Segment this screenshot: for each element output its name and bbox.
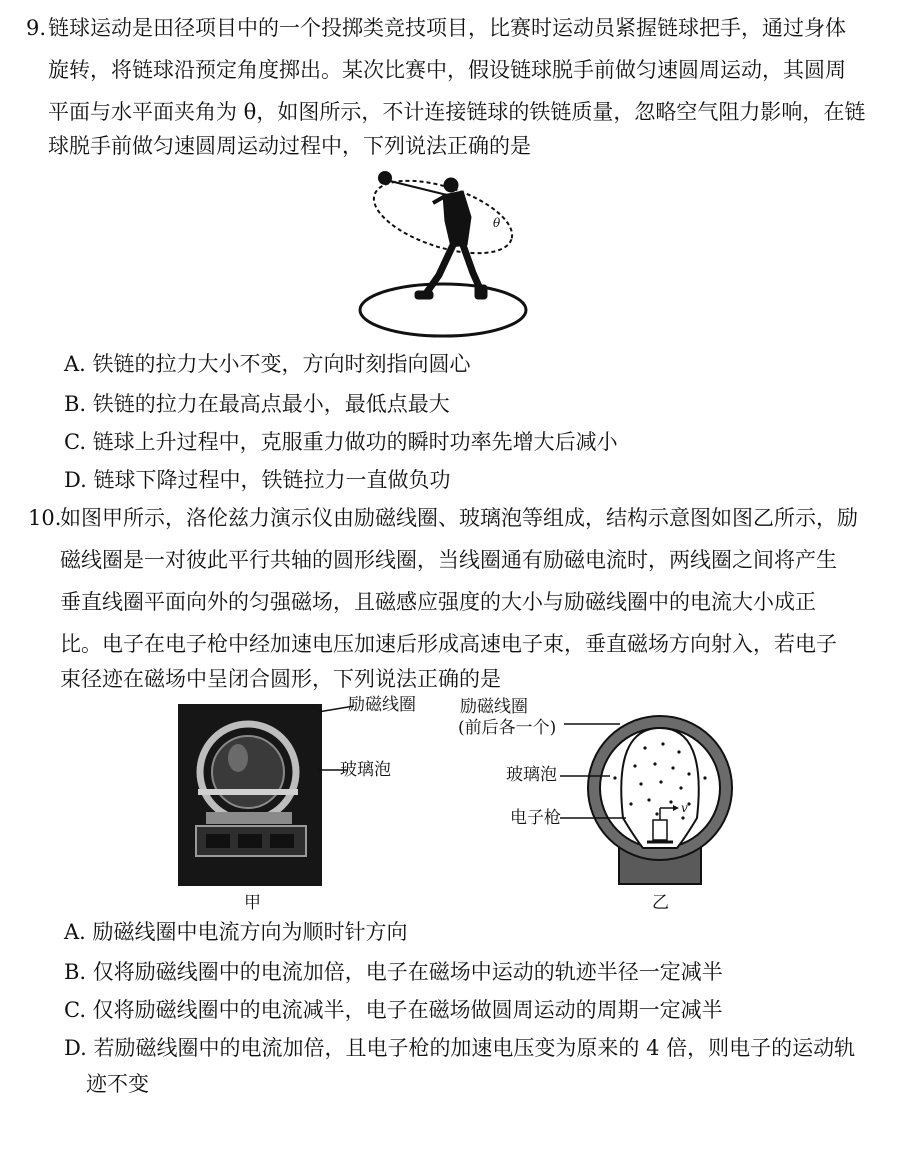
q9-number: 9. xyxy=(26,16,47,40)
q9-option-b: B. 铁链的拉力在最高点最小，最低点最大 xyxy=(64,392,450,416)
q9-option-c: C. 链球上升过程中，克服重力做功的瞬时功率先增大后减小 xyxy=(64,430,618,454)
jia-label-bulb: 玻璃泡 xyxy=(340,760,391,780)
q9-option-a: A. 铁链的拉力大小不变，方向时刻指向圆心 xyxy=(64,352,471,376)
velocity-label: v xyxy=(681,801,688,815)
q9-stem-line-2: 旋转，将链球沿预定角度掷出。某次比赛中，假设链球脱手前做匀速圆周运动，其圆周 xyxy=(48,58,846,82)
hammer-ball xyxy=(378,171,392,185)
hammer-throw-figure xyxy=(355,165,530,340)
hammer-chain xyxy=(390,181,447,195)
throwing-circle xyxy=(360,284,526,336)
device-photo-drawing xyxy=(178,704,322,886)
q10-option-d-line-2: 迹不变 xyxy=(86,1072,149,1096)
yi-label-coil-line-1: 励磁线圈 xyxy=(460,697,528,717)
q9-stem-line-1: 链球运动是田径项目中的一个投掷类竞技项目，比赛时运动员紧握链球把手，通过身体 xyxy=(48,16,846,40)
q10-stem-line-2: 磁线圈是一对彼此平行共轴的圆形线圈，当线圈通有励磁电流时，两线圈之间将产生 xyxy=(60,548,837,572)
q10-number: 10. xyxy=(28,506,62,530)
q10-option-a: A. 励磁线圈中电流方向为顺时针方向 xyxy=(64,920,408,944)
jia-label-coil: 励磁线圈 xyxy=(348,695,416,715)
yi-label-bulb: 玻璃泡 xyxy=(506,765,557,785)
yi-label-coil-line-2: (前后各一个) xyxy=(458,718,557,738)
q9-stem-line-3: 平面与水平面夹角为 θ，如图所示，不计连接链球的铁链质量，忽略空气阻力影响，在链 xyxy=(48,100,866,124)
q10-stem-line-1: 如图甲所示，洛伦兹力演示仪由励磁线圈、玻璃泡等组成，结构示意图如图乙所示，励 xyxy=(60,506,858,530)
q10-option-d-line-1: D. 若励磁线圈中的电流加倍，且电子枪的加速电压变为原来的 4 倍，则电子的运动轨 xyxy=(64,1036,856,1060)
figure-jia-caption: 甲 xyxy=(244,893,261,913)
q10-stem-line-3: 垂直线圈平面向外的匀强磁场，且磁感应强度的大小与励磁线圈中的电流大小成正 xyxy=(60,590,816,614)
q10-stem-line-4: 比。电子在电子枪中经加速电压加速后形成高速电子束，垂直磁场方向射入，若电子 xyxy=(60,632,837,656)
figure-yi-caption: 乙 xyxy=(652,893,669,913)
figure-yi-leader-lines xyxy=(560,718,640,828)
q10-stem-line-5: 束径迹在磁场中呈闭合圆形，下列说法正确的是 xyxy=(60,667,501,691)
q9-stem-line-4: 球脱手前做匀速圆周运动过程中，下列说法正确的是 xyxy=(48,134,531,158)
q10-option-b: B. 仅将励磁线圈中的电流加倍，电子在磁场中运动的轨迹半径一定减半 xyxy=(64,960,723,984)
angle-theta-label: θ xyxy=(493,216,501,230)
figure-jia-photo xyxy=(178,704,322,886)
q9-option-d: D. 链球下降过程中，铁链拉力一直做负功 xyxy=(64,468,451,492)
electron-gun xyxy=(653,820,667,840)
yi-label-gun: 电子枪 xyxy=(510,808,561,828)
athlete-figure xyxy=(415,178,487,299)
q10-option-c: C. 仅将励磁线圈中的电流减半，电子在磁场做圆周运动的周期一定减半 xyxy=(64,998,723,1022)
